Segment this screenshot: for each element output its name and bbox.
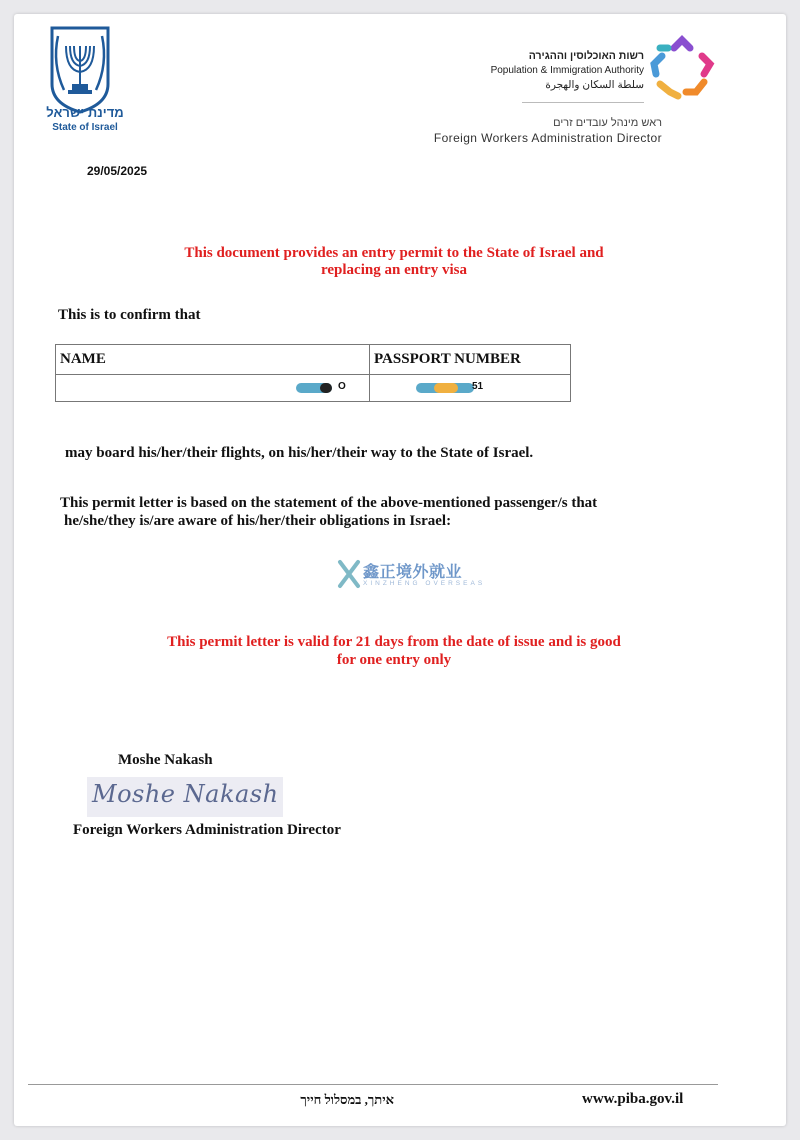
watermark-subtext: XINZHENG OVERSEAS — [363, 580, 486, 587]
permit-headline-line1: This document provides an entry permit to the State of Israel and — [184, 245, 604, 261]
state-name-hebrew: מדינת ישראל — [46, 105, 124, 120]
name-cell — [56, 375, 370, 402]
redaction-mark — [434, 383, 458, 393]
state-emblem-logo — [44, 24, 116, 114]
permit-headline-line2: replacing an entry visa — [321, 262, 467, 278]
document-page — [14, 14, 786, 1126]
signer-name: Moshe Nakash — [118, 752, 213, 768]
passenger-table — [55, 344, 571, 402]
header-divider — [522, 102, 644, 103]
redaction-mark — [320, 383, 332, 393]
permit-basis — [60, 494, 700, 530]
authority-name-english: Population & Immigration Authority — [490, 65, 644, 76]
state-name-english: State of Israel — [52, 122, 118, 133]
director-title-hebrew: ראש מינהל עובדים זרים — [553, 117, 662, 129]
permit-headline — [134, 245, 654, 279]
authority-star-logo — [646, 34, 718, 106]
signer-title: Foreign Workers Administration Director — [73, 822, 341, 838]
footer-divider — [28, 1084, 718, 1085]
validity-notice-line2: for one entry only — [336, 652, 452, 668]
passport-value: 51 — [472, 381, 484, 392]
authority-name-hebrew: רשות האוכלוסין וההגירה — [528, 50, 644, 62]
director-title-english: Foreign Workers Administration Director — [433, 131, 662, 145]
validity-notice-line1: This permit letter is valid for 21 days from the date of issue and is good — [167, 634, 621, 650]
permit-basis-line1: This permit letter is based on the statement of the above-mentioned passenger/s that — [60, 495, 598, 511]
column-header-name: NAME — [56, 345, 370, 375]
signature-image: Moshe Nakash — [92, 780, 279, 808]
authority-name-arabic: سلطة السكان والهجرة — [545, 79, 644, 91]
name-value: O — [338, 381, 346, 392]
boarding-statement: may board his/her/their flights, on his/her/their way to the State of Israel. — [65, 445, 534, 461]
issue-date: 29/05/2025 — [87, 164, 148, 178]
confirm-text: This is to confirm that — [58, 307, 201, 323]
footer-website-link[interactable]: www.piba.gov.il — [582, 1091, 684, 1107]
column-header-passport: PASSPORT NUMBER — [370, 345, 571, 375]
watermark-text: 鑫正境外就业 — [363, 564, 463, 581]
passport-cell — [370, 375, 571, 402]
validity-notice — [124, 633, 664, 669]
footer-slogan-hebrew: איתך, במסלול חייך — [300, 1092, 394, 1107]
table-row — [56, 375, 571, 402]
permit-basis-line2: he/she/they is/are aware of his/her/their obligations in Israel: — [64, 513, 452, 529]
table-header-row — [56, 345, 571, 375]
